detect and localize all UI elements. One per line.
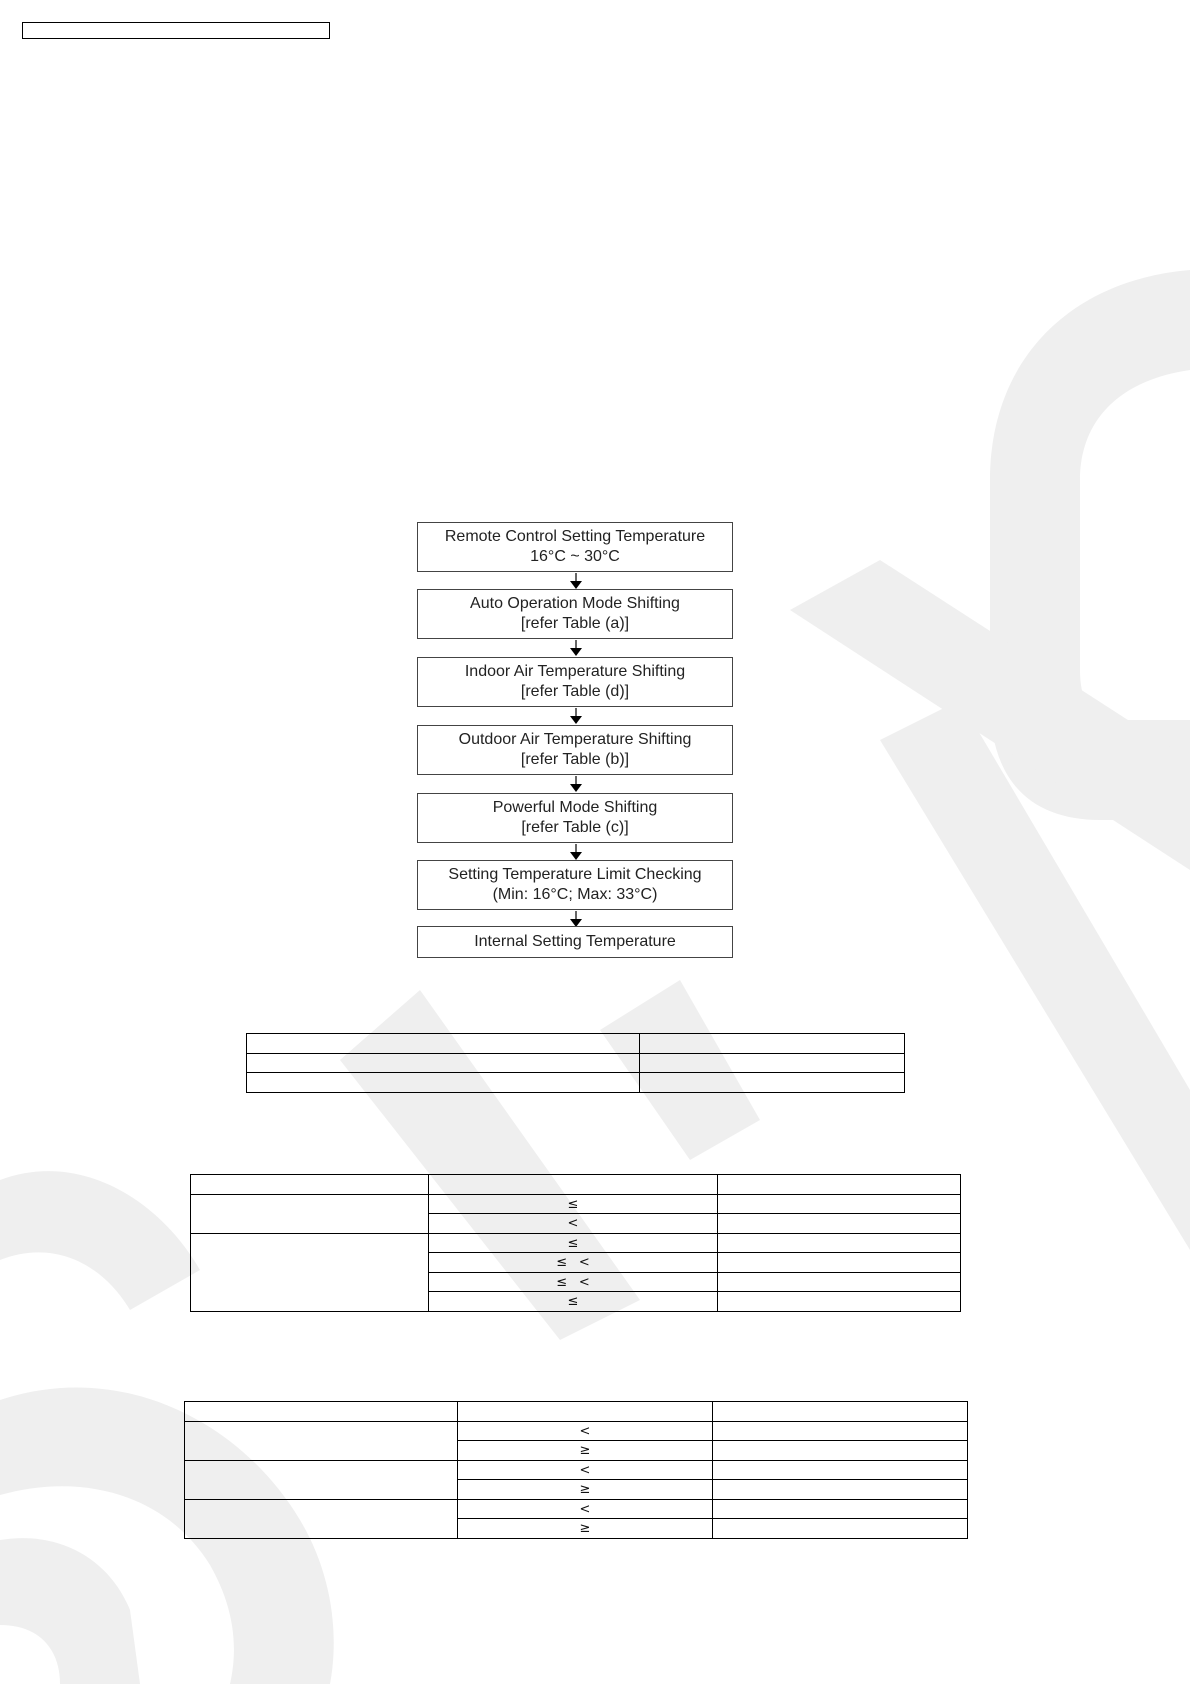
table-row bbox=[247, 1034, 905, 1054]
condition-symbol: < bbox=[579, 1501, 591, 1517]
arrow-down-icon bbox=[569, 708, 583, 725]
table-row bbox=[247, 1073, 905, 1093]
table-1 bbox=[246, 1033, 905, 1093]
condition-symbol: < bbox=[579, 1423, 591, 1439]
flow-box-subtitle: 16°C ~ 30°C bbox=[530, 548, 620, 565]
flow-box-title: Internal Setting Temperature bbox=[474, 933, 676, 950]
arrow-down-icon bbox=[569, 776, 583, 793]
flow-box-subtitle: [refer Table (c)] bbox=[521, 819, 629, 836]
condition-symbol: < bbox=[578, 1274, 590, 1290]
table-row bbox=[191, 1233, 961, 1253]
condition-symbol: < bbox=[578, 1255, 590, 1271]
table-header-row bbox=[191, 1175, 961, 1195]
condition-symbol: ≥ bbox=[579, 1443, 591, 1459]
flow-box-auto-mode bbox=[417, 589, 733, 639]
flow-box-title: Indoor Air Temperature Shifting bbox=[464, 663, 686, 680]
flow-box-title: Remote Control Setting Temperature bbox=[444, 528, 706, 545]
flow-box-title: Outdoor Air Temperature Shifting bbox=[458, 731, 692, 748]
condition-symbol: < bbox=[579, 1462, 591, 1478]
table-row bbox=[191, 1194, 961, 1214]
condition-symbol: ≤ bbox=[567, 1235, 579, 1251]
flow-box-subtitle: [refer Table (d)] bbox=[520, 683, 630, 700]
condition-symbol: ≥ bbox=[579, 1482, 591, 1498]
condition-symbol: ≥ bbox=[579, 1521, 591, 1537]
arrow-down-icon bbox=[569, 640, 583, 657]
flow-box-title: Setting Temperature Limit Checking bbox=[448, 866, 702, 883]
flow-box-subtitle: [refer Table (a)] bbox=[520, 615, 630, 632]
condition-symbol: ≤ bbox=[567, 1196, 579, 1212]
condition-symbol: ≤ bbox=[556, 1274, 568, 1290]
table-2 bbox=[190, 1174, 961, 1312]
condition-symbol: ≤ bbox=[556, 1255, 568, 1271]
table-row bbox=[185, 1421, 968, 1441]
flow-box-title: Auto Operation Mode Shifting bbox=[470, 595, 680, 612]
table-header-row bbox=[185, 1402, 968, 1422]
condition-symbol: ≤ bbox=[567, 1294, 579, 1310]
table-row bbox=[247, 1053, 905, 1073]
flow-box-outdoor-air bbox=[417, 725, 733, 775]
flow-box-subtitle: [refer Table (b)] bbox=[520, 751, 630, 768]
flow-box-indoor-air bbox=[417, 657, 733, 707]
condition-symbol: < bbox=[567, 1216, 579, 1232]
table-row bbox=[185, 1460, 968, 1480]
flow-box-remote-setting bbox=[417, 522, 733, 572]
flow-box-title: Powerful Mode Shifting bbox=[492, 799, 658, 816]
flow-box-internal-setting bbox=[417, 926, 733, 958]
arrow-down-icon bbox=[569, 844, 583, 861]
table-3 bbox=[184, 1401, 968, 1539]
header-title-box bbox=[22, 22, 330, 39]
flow-box-powerful-mode bbox=[417, 793, 733, 843]
arrow-down-icon bbox=[569, 573, 583, 590]
flow-box-limit-check bbox=[417, 860, 733, 910]
flow-box-subtitle: (Min: 16°C; Max: 33°C) bbox=[492, 886, 658, 903]
table-row bbox=[185, 1499, 968, 1519]
